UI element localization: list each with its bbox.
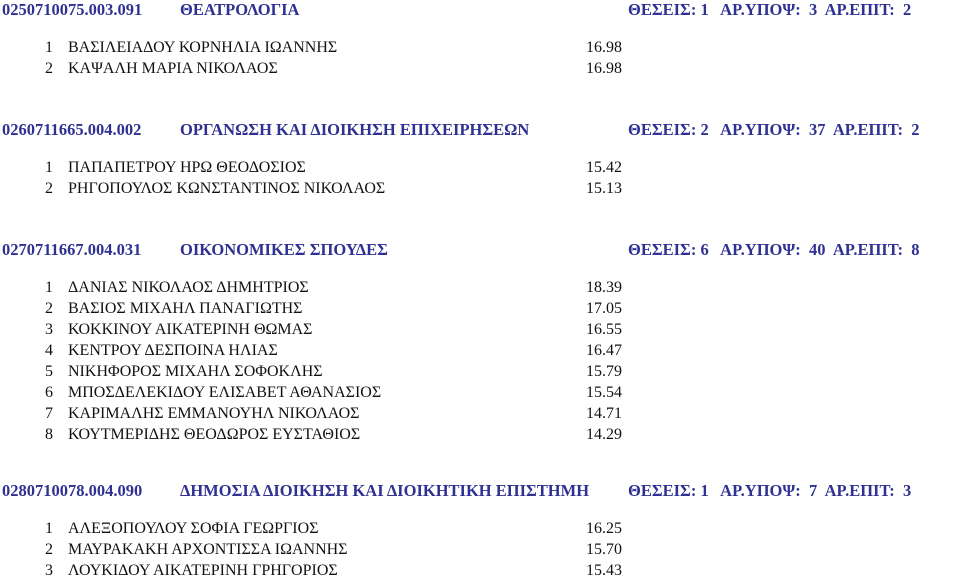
candidate-name: ΚΑΨΑΛΗ ΜΑΡΙΑ ΝΙΚΟΛΑΟΣ bbox=[68, 60, 278, 77]
table-row bbox=[0, 541, 960, 562]
candidate-name: ΒΑΣΙΟΣ ΜΙΧΑΗΛ ΠΑΝΑΓΙΩΤΗΣ bbox=[68, 300, 303, 317]
row-index: 2 bbox=[45, 60, 53, 77]
candidate-name: ΚΟΚΚΙΝΟΥ ΑΙΚΑΤΕΡΙΝΗ ΘΩΜΑΣ bbox=[68, 321, 313, 338]
table-row bbox=[0, 180, 960, 201]
candidate-score: 16.98 bbox=[586, 39, 622, 56]
row-index: 2 bbox=[45, 180, 53, 197]
row-index: 3 bbox=[45, 562, 53, 579]
program-section bbox=[0, 0, 960, 81]
candidate-name: ΒΑΣΙΛΕΙΑΔΟΥ ΚΟΡΝΗΛΙΑ ΙΩΑΝΝΗΣ bbox=[68, 39, 338, 56]
program-code: 0260711665.004.002 bbox=[2, 120, 142, 139]
row-index: 6 bbox=[45, 384, 53, 401]
table-row bbox=[0, 60, 960, 81]
candidate-score: 17.05 bbox=[586, 300, 622, 317]
program-code: 0250710075.003.091 bbox=[2, 0, 143, 19]
candidate-score: 15.13 bbox=[586, 180, 622, 197]
section-header bbox=[0, 0, 960, 20]
candidate-list bbox=[0, 520, 960, 583]
row-index: 5 bbox=[45, 363, 53, 380]
candidate-name: ΜΑΥΡΑΚΑΚΗ ΑΡΧΟΝΤΙΣΣΑ ΙΩΑΝΝΗΣ bbox=[68, 541, 348, 558]
candidate-name: ΚΟΥΤΜΕΡΙΔΗΣ ΘΕΟΔΩΡΟΣ ΕΥΣΤΑΘΙΟΣ bbox=[68, 426, 361, 443]
candidate-list bbox=[0, 39, 960, 81]
candidate-score: 15.42 bbox=[586, 159, 622, 176]
candidate-name: ΔΑΝΙΑΣ ΝΙΚΟΛΑΟΣ ΔΗΜΗΤΡΙΟΣ bbox=[68, 279, 309, 296]
candidate-name: ΚΕΝΤΡΟΥ ΔΕΣΠΟΙΝΑ ΗΛΙΑΣ bbox=[68, 342, 278, 359]
row-index: 1 bbox=[45, 279, 53, 296]
candidate-score: 14.71 bbox=[586, 405, 622, 422]
candidate-score: 16.98 bbox=[586, 60, 622, 77]
program-title: ΟΙΚΟΝΟΜΙΚΕΣ ΣΠΟΥΔΕΣ bbox=[180, 240, 388, 259]
program-section bbox=[0, 481, 960, 583]
candidate-score: 18.39 bbox=[586, 279, 622, 296]
program-title: ΘΕΑΤΡΟΛΟΓΙΑ bbox=[180, 0, 300, 19]
candidate-score: 16.25 bbox=[586, 520, 622, 537]
candidate-name: ΚΑΡΙΜΑΛΗΣ ΕΜΜΑΝΟΥΗΛ ΝΙΚΟΛΑΟΣ bbox=[68, 405, 360, 422]
program-section bbox=[0, 120, 960, 201]
section-header bbox=[0, 120, 960, 140]
table-row bbox=[0, 321, 960, 342]
section-header bbox=[0, 240, 960, 260]
table-row bbox=[0, 405, 960, 426]
table-row bbox=[0, 363, 960, 384]
row-index: 1 bbox=[45, 39, 53, 56]
candidate-list bbox=[0, 159, 960, 201]
candidate-score: 15.70 bbox=[586, 541, 622, 558]
program-title: ΟΡΓΑΝΩΣΗ ΚΑΙ ΔΙΟΙΚΗΣΗ ΕΠΙΧΕΙΡΗΣΕΩΝ bbox=[180, 120, 530, 139]
table-row bbox=[0, 426, 960, 447]
program-stats: ΘΕΣΕΙΣ: 1 ΑΡ.ΥΠΟΨ: 7 ΑΡ.ΕΠΙΤ: 3 bbox=[628, 481, 912, 500]
row-index: 4 bbox=[45, 342, 53, 359]
candidate-list bbox=[0, 279, 960, 447]
program-title: ΔΗΜΟΣΙΑ ΔΙΟΙΚΗΣΗ ΚΑΙ ΔΙΟΙΚΗΤΙΚΗ ΕΠΙΣΤΗΜΗ bbox=[180, 481, 590, 500]
candidate-score: 16.55 bbox=[586, 321, 622, 338]
row-index: 1 bbox=[45, 159, 53, 176]
table-row bbox=[0, 342, 960, 363]
section-header bbox=[0, 481, 960, 501]
table-row bbox=[0, 384, 960, 405]
candidate-score: 15.54 bbox=[586, 384, 622, 401]
candidate-score: 15.79 bbox=[586, 363, 622, 380]
row-index: 2 bbox=[45, 300, 53, 317]
row-index: 3 bbox=[45, 321, 53, 338]
candidate-name: ΠΑΠΑΠΕΤΡΟΥ ΗΡΩ ΘΕΟΔΟΣΙΟΣ bbox=[68, 159, 306, 176]
program-code: 0270711667.004.031 bbox=[2, 240, 142, 259]
table-row bbox=[0, 520, 960, 541]
row-index: 1 bbox=[45, 520, 53, 537]
table-row bbox=[0, 159, 960, 180]
candidate-score: 16.47 bbox=[586, 342, 622, 359]
program-stats: ΘΕΣΕΙΣ: 2 ΑΡ.ΥΠΟΨ: 37 ΑΡ.ΕΠΙΤ: 2 bbox=[628, 120, 920, 139]
candidate-score: 15.43 bbox=[586, 562, 622, 579]
table-row bbox=[0, 562, 960, 583]
row-index: 7 bbox=[45, 405, 53, 422]
candidate-name: ΝΙΚΗΦΟΡΟΣ ΜΙΧΑΗΛ ΣΟΦΟΚΛΗΣ bbox=[68, 363, 323, 380]
program-stats: ΘΕΣΕΙΣ: 6 ΑΡ.ΥΠΟΨ: 40 ΑΡ.ΕΠΙΤ: 8 bbox=[628, 240, 920, 259]
candidate-name: ΜΠΟΣΔΕΛΕΚΙΔΟΥ ΕΛΙΣΑΒΕΤ ΑΘΑΝΑΣΙΟΣ bbox=[68, 384, 382, 401]
program-section bbox=[0, 240, 960, 447]
candidate-name: ΡΗΓΟΠΟΥΛΟΣ ΚΩΝΣΤΑΝΤΙΝΟΣ ΝΙΚΟΛΑΟΣ bbox=[68, 180, 386, 197]
row-index: 8 bbox=[45, 426, 53, 443]
table-row bbox=[0, 39, 960, 60]
table-row bbox=[0, 300, 960, 321]
table-row bbox=[0, 279, 960, 300]
row-index: 2 bbox=[45, 541, 53, 558]
program-stats: ΘΕΣΕΙΣ: 1 ΑΡ.ΥΠΟΨ: 3 ΑΡ.ΕΠΙΤ: 2 bbox=[628, 0, 912, 19]
candidate-score: 14.29 bbox=[586, 426, 622, 443]
program-code: 0280710078.004.090 bbox=[2, 481, 143, 500]
candidate-name: ΑΛΕΞΟΠΟΥΛΟΥ ΣΟΦΙΑ ΓΕΩΡΓΙΟΣ bbox=[68, 520, 319, 537]
candidate-name: ΛΟΥΚΙΔΟΥ ΑΙΚΑΤΕΡΙΝΗ ΓΡΗΓΟΡΙΟΣ bbox=[68, 562, 338, 579]
